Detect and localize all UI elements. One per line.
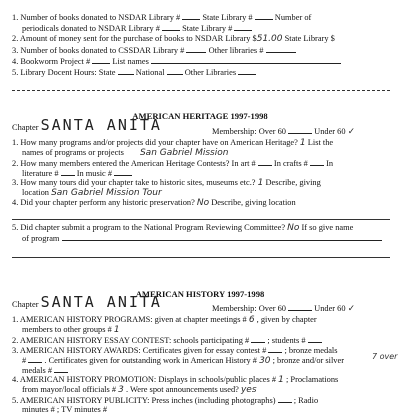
library-item-3	[12, 45, 394, 56]
item-number: 4.	[12, 198, 19, 207]
library-item-1	[12, 12, 394, 23]
blank-field[interactable]	[62, 233, 382, 241]
library-item-5	[12, 67, 394, 78]
blank-field[interactable]	[308, 335, 322, 343]
handwritten-answer: No	[287, 223, 300, 233]
blank-field[interactable]	[288, 126, 312, 134]
item-text: AMERICAN HISTORY AWARDS: Certificates given for essay contest #	[19, 346, 267, 355]
item-text: from mayor/local officials #	[22, 385, 117, 394]
handwritten-answer: 3	[118, 385, 124, 395]
item-text: ; TV minutes #	[56, 405, 108, 414]
item-text: State Library #	[182, 24, 233, 33]
heritage-q4	[12, 198, 394, 208]
item-number: 1.	[12, 315, 19, 324]
item-number: 2.	[12, 336, 19, 345]
blank-field[interactable]	[151, 56, 341, 64]
blank-field[interactable]	[288, 303, 312, 311]
item-text: State Library #	[202, 13, 253, 22]
under-label: Under 60	[314, 304, 346, 313]
item-number: 5.	[12, 396, 19, 405]
item-number: 3.	[12, 46, 19, 55]
item-text: National	[135, 68, 165, 77]
history-q5b	[22, 405, 394, 415]
item-number: 1.	[12, 138, 19, 147]
item-text: Bookworm Project #	[20, 57, 91, 66]
blank-answer-line	[12, 257, 390, 258]
item-text: Other Libraries	[184, 68, 237, 77]
blank-answer-line	[12, 90, 390, 91]
item-text: Did your chapter perform any historic preservation?	[20, 198, 195, 207]
item-text: , given by chapter	[256, 315, 317, 324]
blank-field[interactable]	[167, 67, 183, 75]
blank-field[interactable]	[268, 345, 282, 353]
item-text: medals #	[22, 366, 53, 375]
check-mark-icon: ✓	[347, 304, 356, 314]
item-text: AMERICAN HISTORY PROMOTION: Displays in schools/public places #	[19, 375, 277, 384]
item-text: In	[326, 159, 334, 168]
blank-field[interactable]	[278, 395, 292, 403]
item-text: . Certificates given for outstanding work in American History #	[44, 356, 257, 365]
item-number: 2.	[12, 34, 19, 43]
item-text: Describe, giving	[265, 178, 321, 187]
blank-field[interactable]	[251, 335, 265, 343]
heritage-q3	[12, 178, 394, 188]
item-text: ; Radio	[293, 396, 319, 405]
blank-field[interactable]	[28, 355, 42, 363]
blank-answer-line	[12, 219, 390, 220]
handwritten-amount: 51.00	[256, 34, 283, 44]
item-text: AMERICAN HISTORY PUBLICITY: Press inches (including photographs)	[19, 396, 276, 405]
blank-field[interactable]	[118, 67, 134, 75]
blank-field[interactable]	[266, 45, 296, 53]
blank-field[interactable]	[186, 45, 206, 53]
handwritten-answer: 1	[257, 178, 264, 188]
handwritten-answer: yes	[240, 385, 257, 395]
blank-field[interactable]	[234, 23, 252, 31]
handwritten-answer: 30	[259, 356, 271, 366]
item-text: How many members entered the American Heritage Contests? In art #	[20, 159, 256, 168]
handwritten-answer: 1	[113, 325, 120, 335]
membership-group	[212, 126, 355, 137]
item-text: If so give name	[301, 223, 354, 232]
item-number: 4.	[12, 375, 19, 384]
item-text: names of programs or projects	[22, 148, 124, 157]
item-number: 2.	[12, 159, 19, 168]
blank-field[interactable]	[61, 168, 75, 176]
item-text: ; Proclamations	[285, 375, 339, 384]
margin-note: 7 over	[372, 352, 398, 361]
item-text: Number of	[274, 13, 312, 22]
history-q1	[12, 315, 394, 325]
membership-label: Membership: Over 60	[212, 304, 286, 313]
item-text: of program	[22, 234, 60, 243]
membership-label: Membership: Over 60	[212, 127, 286, 136]
chapter-label: Chapter	[12, 123, 39, 132]
handwritten-chapter-name: SANTA ANITA	[40, 293, 162, 311]
heritage-q3b	[22, 188, 394, 198]
under-label: Under 60	[314, 127, 346, 136]
history-title: AMERICAN HISTORY 1997-1998	[135, 289, 265, 299]
item-text: Library Docent Hours: State	[20, 68, 116, 77]
item-text: Number of books donated to CSSDAR Library #	[20, 46, 185, 55]
blank-field[interactable]	[54, 365, 68, 373]
membership-group	[212, 303, 355, 314]
history-q4b	[22, 385, 394, 395]
blank-field[interactable]	[92, 56, 110, 64]
chapter-label: Chapter	[12, 300, 39, 309]
handwritten-chapter-name: SANTA ANITA	[40, 116, 162, 134]
handwritten-answer: No	[196, 198, 210, 208]
blank-field[interactable]	[255, 12, 273, 20]
item-text: literature #	[22, 169, 59, 178]
handwritten-answer: 1	[299, 138, 306, 148]
item-text: minutes #	[22, 405, 55, 414]
heritage-q1b	[22, 148, 394, 158]
handwritten-answer: 1	[278, 375, 284, 385]
item-text: In music #	[76, 169, 113, 178]
item-number: 3.	[12, 178, 19, 187]
item-text: In crafts #	[273, 159, 308, 168]
history-q4	[12, 375, 394, 385]
heritage-q1	[12, 138, 394, 148]
item-text: location	[22, 188, 49, 197]
item-text: Did chapter submit a program to the National Program Reviewing Committee?	[20, 223, 286, 232]
item-text: ; bronze medals	[284, 346, 338, 355]
library-item-1b	[22, 23, 394, 34]
item-text: ; bronze and/or silver	[272, 356, 345, 365]
library-item-4	[12, 56, 394, 67]
item-text: members to other groups #	[22, 325, 112, 334]
item-text: Amount of money sent for the purchase of books to NSDAR Library $	[19, 34, 257, 43]
item-text: Other libraries #	[208, 46, 264, 55]
item-text: State Library $	[284, 34, 335, 43]
item-text: AMERICAN HISTORY ESSAY CONTEST: schools participating #	[19, 336, 250, 345]
handwritten-answer: 6	[248, 315, 255, 325]
item-text: List the	[307, 138, 334, 147]
item-text: How many tours did your chapter take to historic sites, museums etc.?	[20, 178, 256, 187]
blank-field[interactable]	[162, 23, 180, 31]
item-number: 5.	[12, 68, 19, 77]
item-text: periodicals donated to NSDAR Library #	[22, 24, 160, 33]
blank-field[interactable]	[114, 168, 132, 176]
blank-field[interactable]	[258, 158, 272, 166]
item-text: Number of books donated to NSDAR Library #	[20, 13, 181, 22]
item-number: 4.	[12, 57, 19, 66]
library-item-2	[12, 34, 394, 44]
heritage-q5b	[22, 233, 394, 244]
heritage-q5	[12, 223, 394, 233]
item-text: How many programs and/or projects did your chapter have on American Heritage?	[20, 138, 298, 147]
item-text: List names	[112, 57, 149, 66]
item-text: Describe, giving location	[211, 198, 296, 207]
item-text: ; students #	[267, 336, 306, 345]
blank-field[interactable]	[310, 158, 324, 166]
item-number: 5.	[12, 223, 19, 232]
item-number: 3.	[12, 346, 19, 355]
history-q1b	[22, 325, 394, 335]
blank-field[interactable]	[182, 12, 200, 20]
heritage-title: AMERICAN HERITAGE 1997-1998	[132, 111, 268, 121]
handwritten-answer: San Gabriel Mission Tour	[51, 188, 162, 198]
item-text: AMERICAN HISTORY PROGRAMS: given at chapter meetings #	[19, 315, 247, 324]
item-text: #	[22, 356, 27, 365]
handwritten-answer: San Gabriel Mission	[139, 148, 229, 158]
item-number: 1.	[12, 13, 19, 22]
item-text: . Were spot announcements used?	[125, 385, 239, 394]
check-mark-icon: ✓	[347, 127, 356, 137]
blank-field[interactable]	[238, 67, 256, 75]
